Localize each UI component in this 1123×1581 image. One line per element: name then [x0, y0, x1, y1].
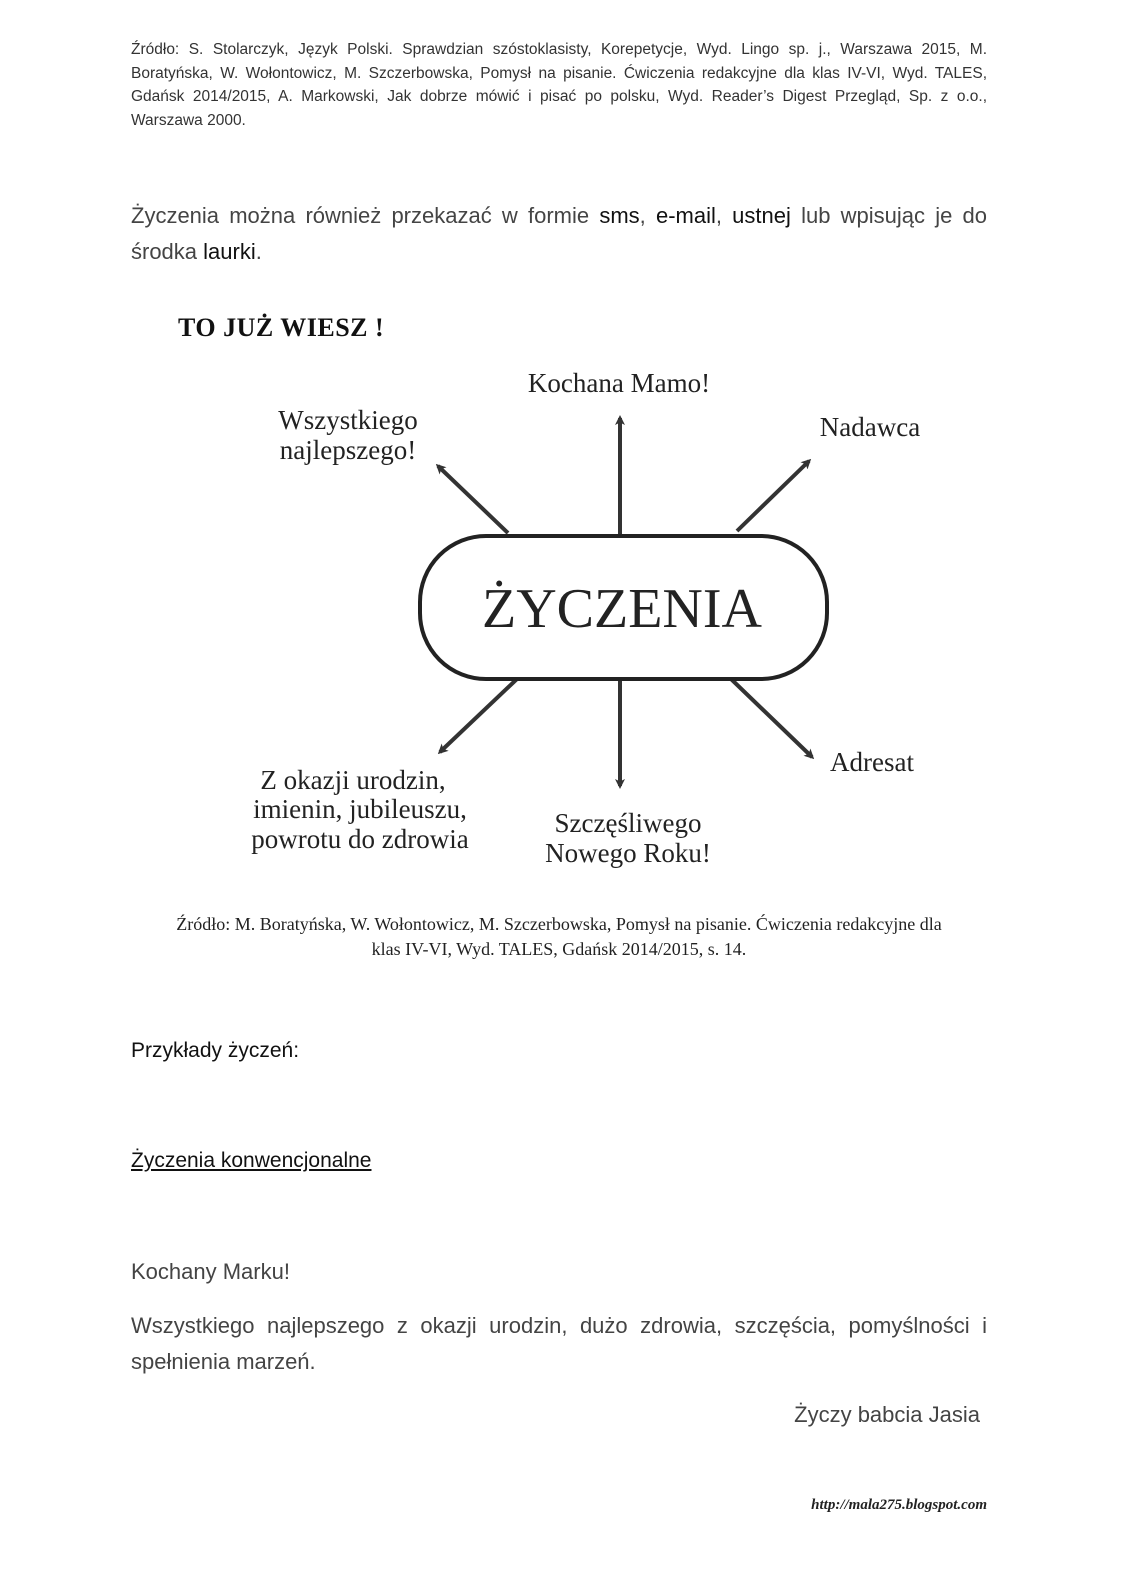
label-adresat: Adresat: [830, 747, 914, 777]
arrow-top-right: [737, 461, 809, 531]
examples-heading: Przykłady życzeń:: [131, 1039, 300, 1062]
intro-oral: ustnej: [732, 203, 791, 228]
label-bottom-line1: Szczęśliwego: [554, 808, 702, 838]
caption-line-1: Źródło: M. Boratyńska, W. Wołontowicz, M. Szczerbowska, Pomysł na pisanie. Ćwiczenia redakcyjne dla: [176, 914, 942, 934]
greeting: Kochany Marku!: [131, 1259, 290, 1284]
signature: Życzy babcia Jasia: [794, 1402, 980, 1427]
footer-url: http://mala275.blogspot.com: [811, 1497, 987, 1513]
label-bottom-left-line2: imienin, jubileuszu,: [253, 794, 467, 824]
sources-note: Źródło: S. Stolarczyk, Język Polski. Sprawdzian szóstoklasisty, Korepetycje, Wyd. Lingo sp. j., Warszawa 2015, M. Boratyńska, W. Wołontowicz, M. Szczerbowska, Pomysł na pisanie. Ćwiczenia redakcyjne dla klas IV-VI, Wyd. TALES, Gdańsk 2014/2015, A. Markowski, Jak dobrze mówić i pisać po polsku, Wyd. Reader’s Digest Przegląd, Sp. z o.o., Warszawa 2000.: [131, 41, 987, 129]
intro-sep-1: ,: [639, 203, 656, 228]
figure-caption: [131, 912, 987, 962]
label-kochana-mamo: Kochana Mamo!: [527, 368, 711, 398]
arrow-bottom-right: [730, 678, 812, 757]
label-bottom-left-line3: powrotu do zdrowia: [251, 824, 469, 854]
label-bottom-line2: Nowego Roku!: [545, 838, 711, 868]
center-label: ŻYCZENIA: [482, 578, 762, 640]
wish-text: Wszystkiego najlepszego z okazji urodzin, dużo zdrowia, szczęścia, pomyślności i spełnienia marzeń.: [131, 1313, 987, 1374]
intro-end: .: [255, 239, 262, 264]
caption-line-2: klas IV-VI, Wyd. TALES, Gdańsk 2014/2015, s. 14.: [371, 939, 747, 959]
label-wszystkiego-line1: Wszystkiego: [278, 405, 418, 435]
label-wszystkiego-line2: najlepszego!: [279, 435, 417, 465]
intro-text-1: Życzenia można również przekazać w formie: [131, 203, 600, 228]
intro-sep-2: ,: [715, 203, 733, 228]
label-bottom-left-line1: Z okazji urodzin,: [260, 765, 446, 795]
intro-sms: sms: [599, 203, 640, 228]
diagram-title: TO JUŻ WIESZ !: [178, 313, 385, 342]
label-nadawca: Nadawca: [819, 412, 921, 442]
intro-email: e-mail: [655, 203, 716, 228]
arrow-top-left: [438, 466, 508, 533]
intro-card: laurki: [203, 239, 256, 264]
intro-text-2: lub wpisując je do środka: [131, 203, 987, 264]
arrow-bottom-left: [440, 678, 518, 752]
subheading-conventional: Życzenia konwencjonalne: [131, 1149, 372, 1172]
